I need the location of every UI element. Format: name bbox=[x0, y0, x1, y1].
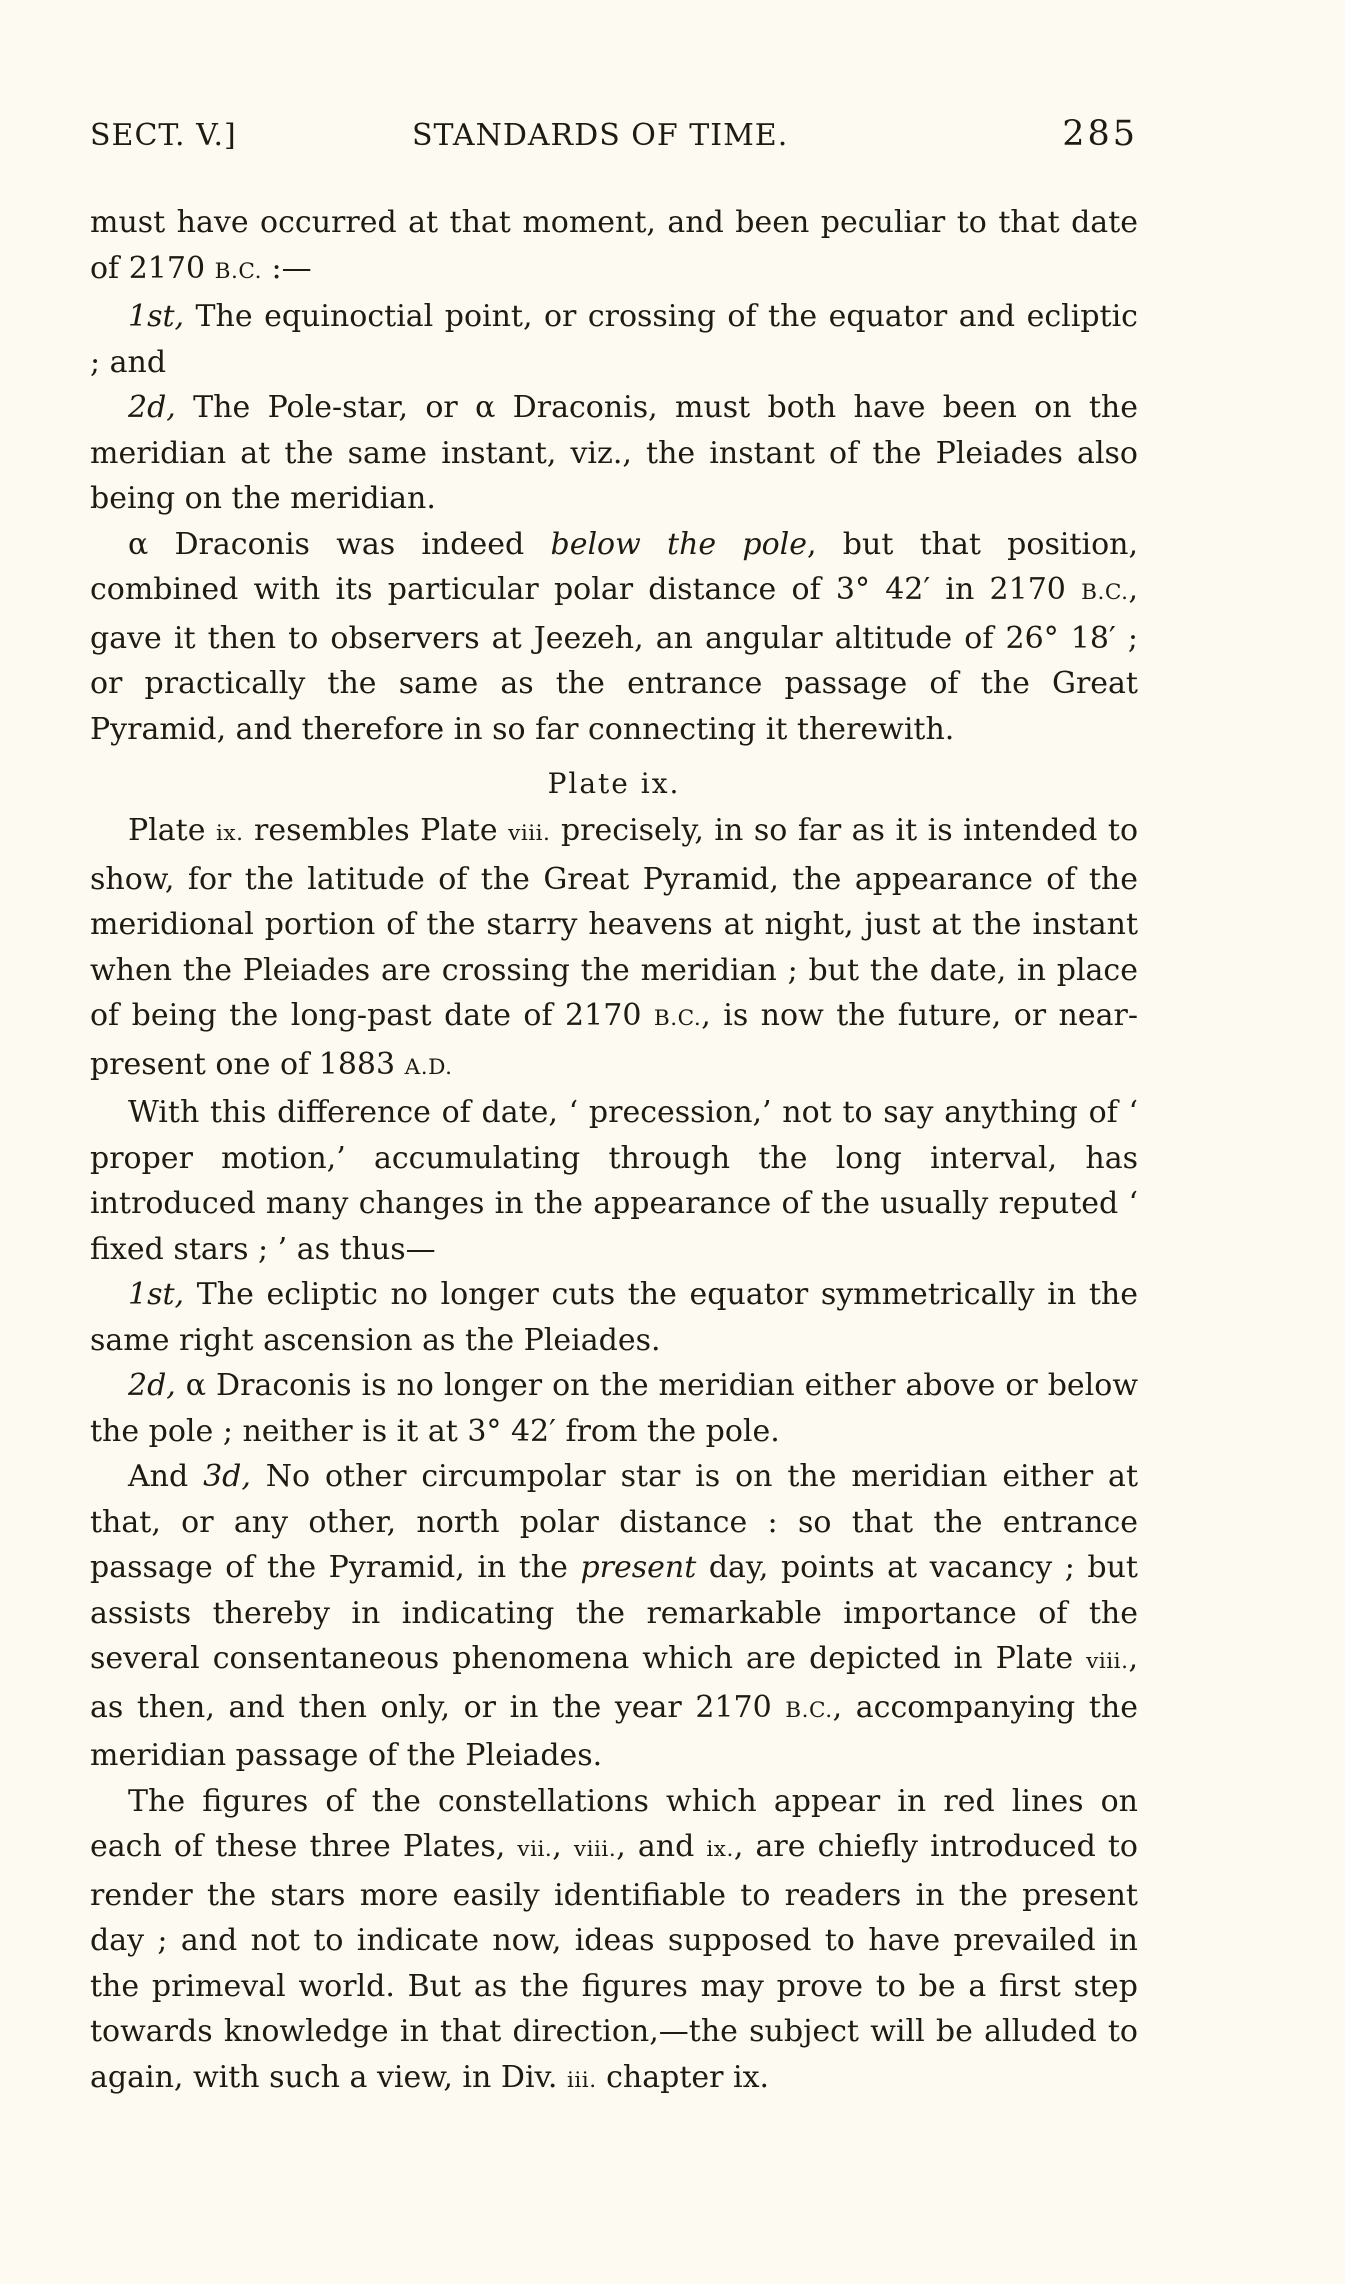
text-run: α Draconis is no longer on the meridian either above or below the pole ; neither is it at 3° 42′ from the pole. bbox=[90, 1368, 1138, 1449]
text-run: precisely, in so far as it is intended to show, for the latitude of the Great Pyramid, the appearance of the meridional portion of the starry heavens at night, just at the instant when the Pleiades are crossing the meridian ; but the date, in place of being the long-past date of 2170 bbox=[90, 813, 1139, 1033]
running-head bbox=[90, 114, 1138, 164]
paragraph-6 bbox=[90, 1090, 1138, 1272]
ordinal: 1st, bbox=[128, 1277, 185, 1312]
text-run: α Draconis was indeed bbox=[128, 526, 551, 562]
paragraph-4 bbox=[90, 522, 1138, 753]
text-run: , and bbox=[616, 1829, 707, 1864]
division-numeral: iii. bbox=[567, 2067, 597, 2093]
book-page bbox=[90, 114, 1139, 2103]
text-run: , is now the future, or near-present one of 1883 bbox=[90, 998, 1138, 1082]
text-run: The figures of the constellations which appear in red lines on each of these three Plates, bbox=[90, 1783, 1138, 1864]
paragraph-3 bbox=[90, 385, 1138, 522]
page-number: 285 bbox=[1062, 114, 1138, 154]
text-run: The ecliptic no longer cuts the equator symmetrically in the same right ascension as the Pleiades. bbox=[90, 1277, 1138, 1358]
text-run: , but that position, combined with its particular polar distance of 3° 42′ in 2170 bbox=[90, 526, 1138, 607]
paragraph-10 bbox=[90, 1779, 1138, 2104]
text-run: must have occurred at that moment, and been peculiar to that date of 2170 bbox=[90, 205, 1138, 286]
text-run: chapter ix. bbox=[596, 2059, 770, 2095]
era-abbrev: B.C. bbox=[785, 1697, 833, 1723]
ordinal: 2d, bbox=[128, 1368, 176, 1403]
text-run: With this difference of date, ‘ precession,’ not to say anything of ‘ proper motion,’ accumulating through the long interval, has introduced many changes in the appearance of the usually reputed ‘ fixed stars ; ’ as thus— bbox=[90, 1095, 1138, 1267]
ordinal: 2d, bbox=[128, 390, 176, 425]
text-run: , are chiefly introduced to render the stars more easily identifiable to readers in the present day ; and not to indicate now, ideas supposed to have prevailed in the primeval world. But as the figures may prove to be a first step towards knowledge in that direction,—the subject will be alluded to again, with such a view, in Div. bbox=[90, 1829, 1138, 2095]
paragraph-9 bbox=[90, 1454, 1138, 1779]
text-run: Plate bbox=[128, 813, 216, 848]
plate-numeral: viii. bbox=[573, 1837, 617, 1862]
paragraph-8 bbox=[90, 1363, 1138, 1454]
chapter-title: STANDARDS OF TIME. bbox=[412, 118, 789, 153]
text-run: No other circumpolar star is on the meridian either at that, or any other, north polar distance : so that the entrance passage of the Pyramid, in the bbox=[90, 1459, 1139, 1585]
plate-numeral: ix. bbox=[216, 821, 244, 846]
ordinal: 1st, bbox=[128, 299, 185, 334]
body-text bbox=[90, 200, 1138, 2103]
era-abbrev: B.C. bbox=[1081, 580, 1129, 605]
text-run: And bbox=[128, 1459, 204, 1494]
text-run: , accompanying the meridian passage of the Pleiades. bbox=[90, 1689, 1138, 1773]
section-label: SECT. V.] bbox=[90, 118, 237, 153]
text-run: day, points at vacancy ; but assists thereby in indicating the remarkable importance of the several consentaneous phenomena which are depicted in Plate bbox=[90, 1550, 1138, 1676]
emphasis: below the pole bbox=[550, 526, 808, 562]
era-abbrev: B.C. bbox=[214, 258, 262, 284]
plate-numeral: ix. bbox=[706, 1837, 734, 1862]
paragraph-2 bbox=[90, 294, 1138, 385]
section-heading: Plate ix. bbox=[547, 767, 681, 800]
paragraph-5 bbox=[90, 808, 1138, 1090]
paragraph-7 bbox=[90, 1272, 1138, 1363]
text-run: , as then, and then only, or in the year 2170 bbox=[90, 1641, 1138, 1725]
ordinal: 3d, bbox=[203, 1459, 251, 1494]
text-run: :— bbox=[261, 250, 312, 286]
text-run: The Pole-star, or α Draconis, must both have been on the meridian at the same instant, viz., the instant of the Pleiades also being on the meridian. bbox=[90, 390, 1138, 516]
paragraph-1 bbox=[90, 200, 1138, 294]
plate-numeral: viii. bbox=[508, 821, 551, 846]
text-run: , gave it then to observers at Jeezeh, an angular altitude of 26° 18′ ; or practically the same as the entrance passage of the Great Pyramid, and therefore in so far connecting it therewith. bbox=[90, 572, 1138, 747]
text-run: , bbox=[552, 1829, 574, 1864]
era-abbrev: B.C. bbox=[653, 1006, 702, 1031]
plate-numeral: vii. bbox=[517, 1837, 553, 1862]
text-run: The equinoctial point, or crossing of the equator and ecliptic ; and bbox=[90, 299, 1138, 380]
plate-numeral: viii. bbox=[1086, 1649, 1129, 1674]
text-run: resembles Plate bbox=[243, 813, 509, 848]
era-abbrev: A.D. bbox=[404, 1054, 453, 1080]
emphasis: present bbox=[580, 1550, 697, 1585]
